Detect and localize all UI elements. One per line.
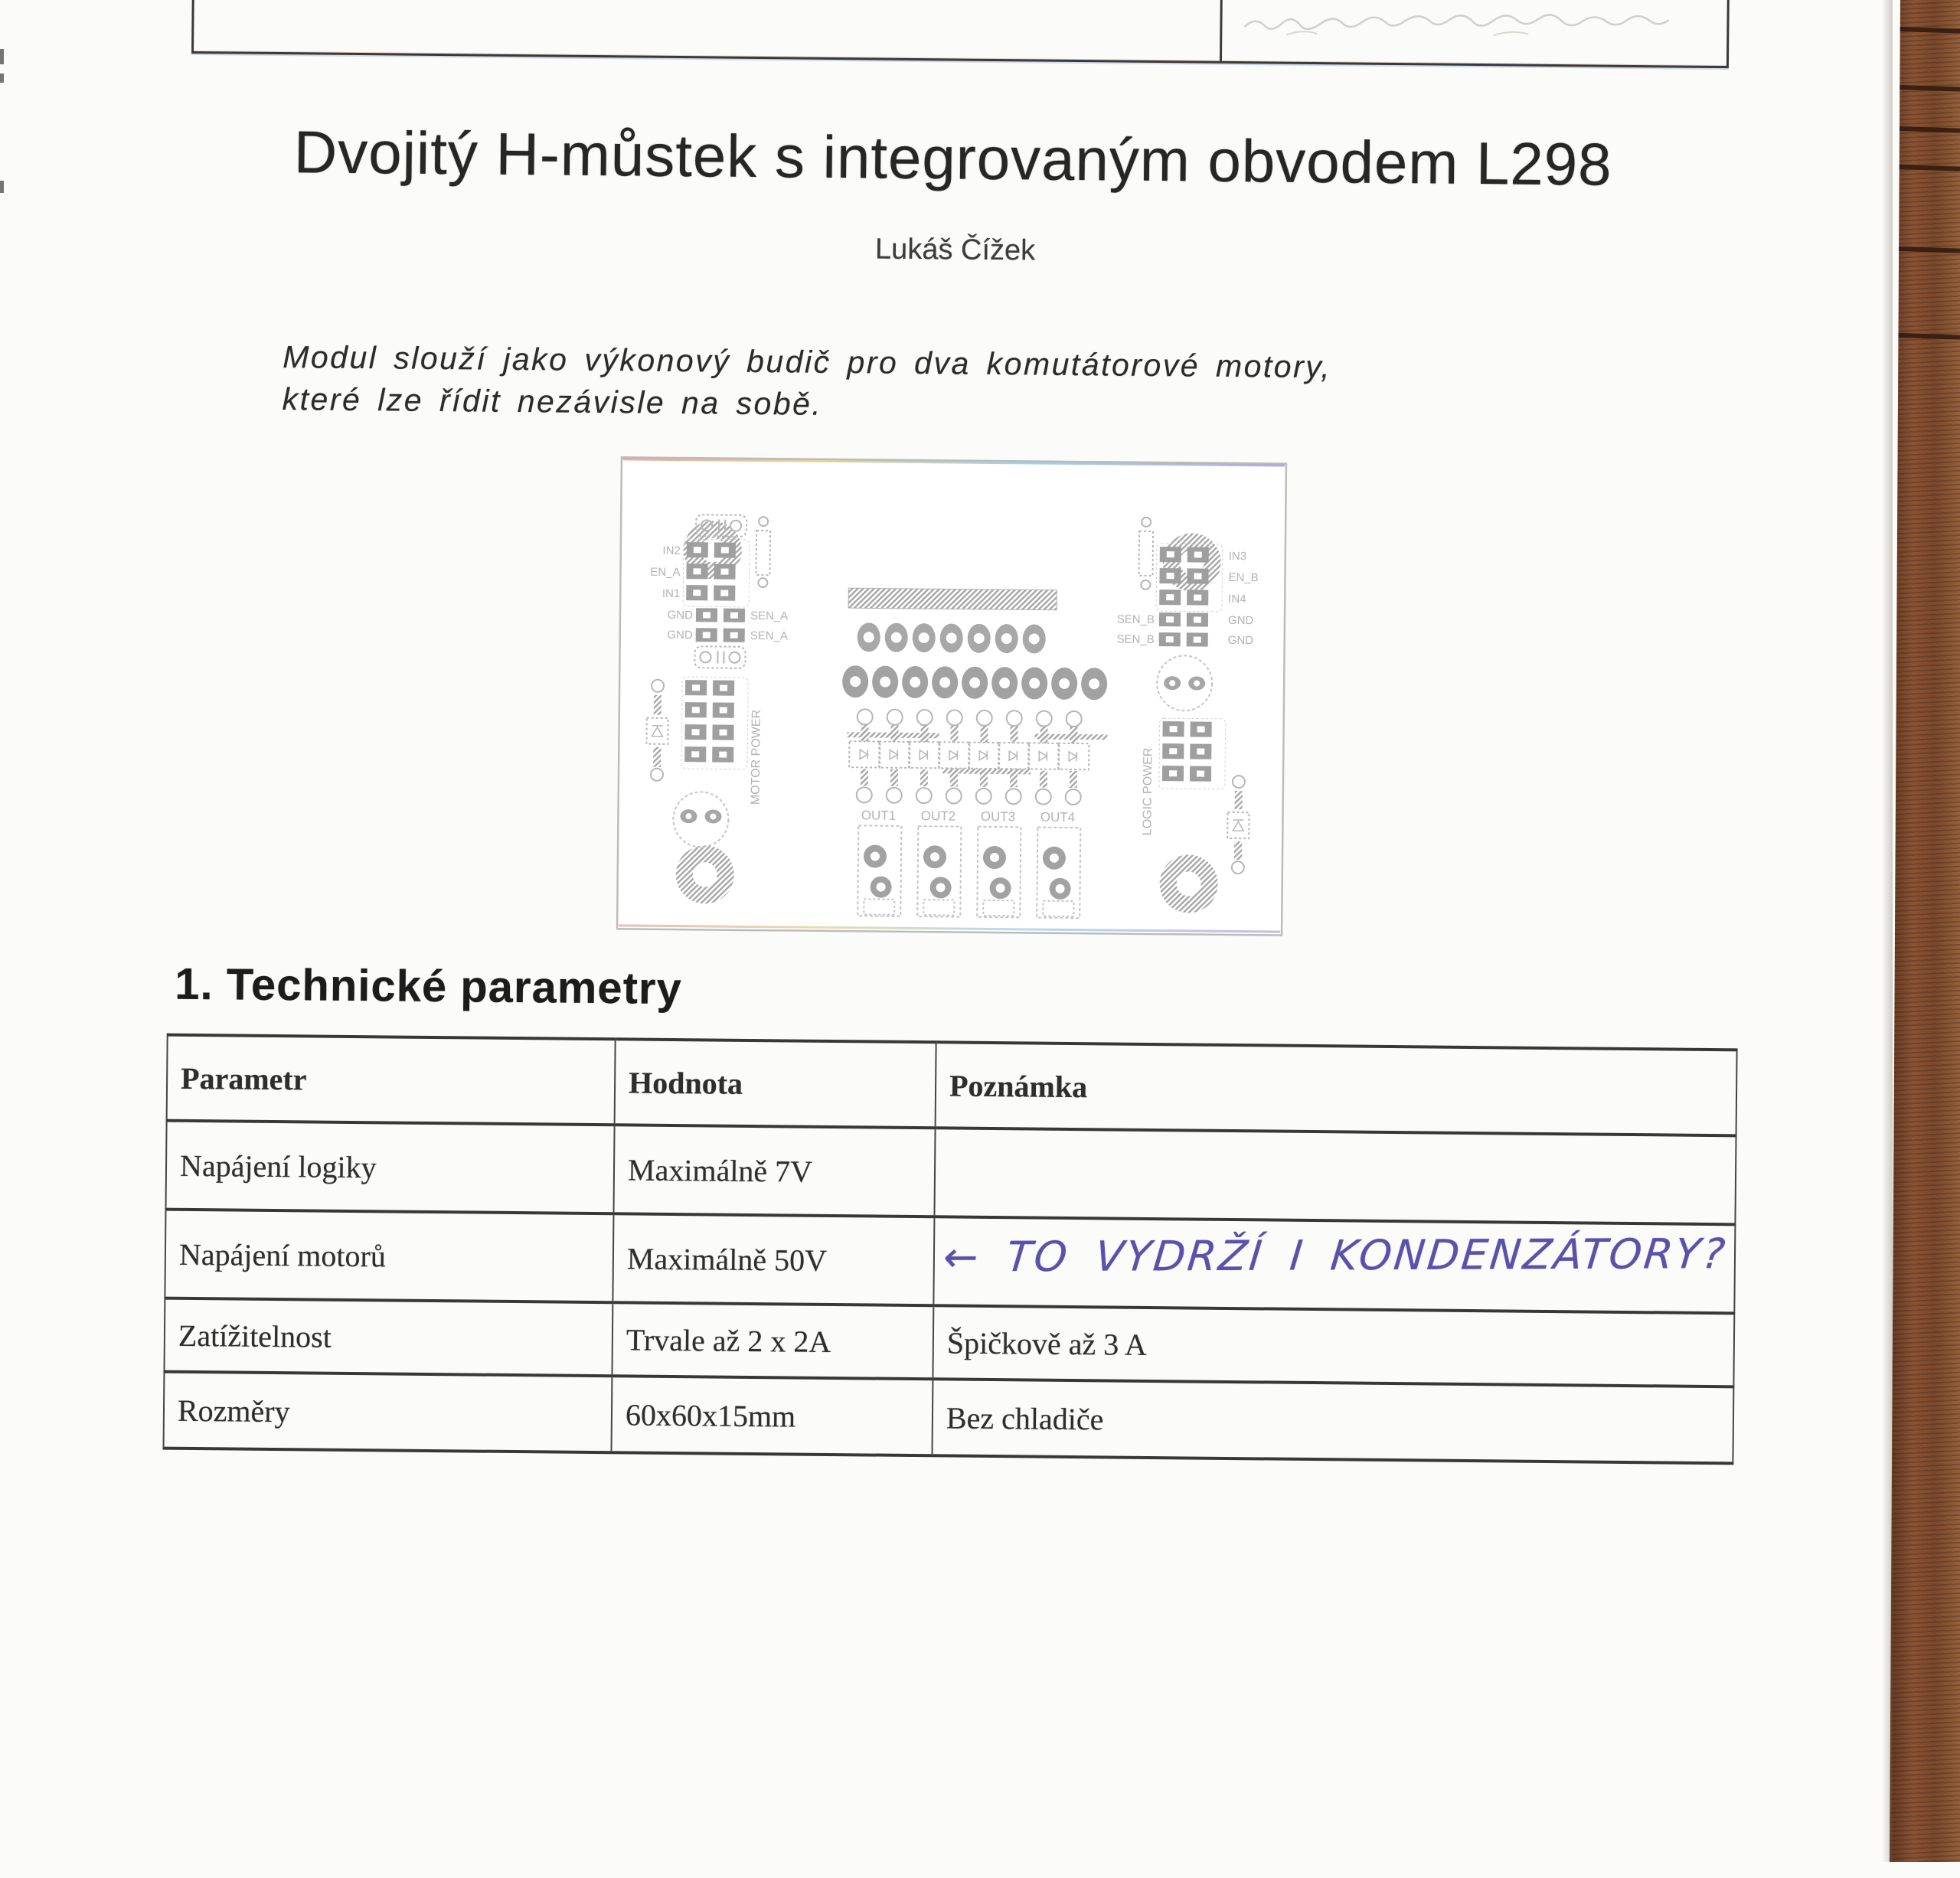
pcb-label-en-b: EN_B xyxy=(1228,571,1258,584)
wood-groove xyxy=(1888,26,1960,33)
pcb-label-gnd2: GND xyxy=(667,629,693,642)
cell-value-2x2a: Trvale až 2 x 2A xyxy=(612,1302,933,1379)
pcb-label-in1: IN1 xyxy=(662,587,681,600)
section-heading: 1. Technické parametry xyxy=(175,959,682,1014)
pcb-label-gnd4: GND xyxy=(1228,634,1254,647)
cell-param-motory: Napájení motorů xyxy=(165,1210,613,1303)
pcb-label-out1: OUT1 xyxy=(861,808,897,822)
cell-note-spickove: Špičkově až 3 A xyxy=(933,1305,1734,1386)
pcb-label-in4: IN4 xyxy=(1228,593,1246,606)
cell-param-logika: Napájení logiky xyxy=(166,1121,615,1214)
top-table-remnant-vline-left xyxy=(191,0,194,54)
wood-groove xyxy=(1888,126,1960,132)
col-header-poznamka: Poznámka xyxy=(936,1042,1737,1135)
pcb-label-sen-a1: SEN_A xyxy=(750,609,788,622)
table-header-row xyxy=(167,1035,1737,1136)
cell-value-50v: Maximálně 50V xyxy=(612,1213,934,1305)
pcb-label-logic-power: LOGIC POWER xyxy=(1141,748,1155,836)
pcb-label-in2: IN2 xyxy=(662,544,681,557)
top-table-remnant-vline-right xyxy=(1726,0,1730,66)
cell-note-empty xyxy=(934,1128,1736,1224)
page-title: Dvojitý H-můstek s integrovaným obvodem L298 xyxy=(293,118,1612,198)
parameters-table xyxy=(162,1034,1737,1465)
intro-line-1: Modul slouží jako výkonový budič pro dva komutátorové motory, xyxy=(283,336,1331,388)
pcb-label-in3: IN3 xyxy=(1229,550,1247,563)
cell-param-rozmery: Rozměry xyxy=(164,1372,612,1453)
top-table-remnant-vline-mid xyxy=(1220,0,1223,61)
table-row xyxy=(164,1372,1734,1464)
wood-table-surface xyxy=(1888,0,1960,1862)
chip-pad-row-2 xyxy=(842,665,1107,700)
pencil-scribble xyxy=(1240,10,1715,45)
author: Lukáš Čížek xyxy=(0,224,1913,276)
pcb-label-motor-power: MOTOR POWER xyxy=(750,710,763,805)
pcb-label-out4: OUT4 xyxy=(1040,810,1076,825)
top-table-remnant-hline xyxy=(191,51,1729,68)
table-row xyxy=(165,1210,1735,1314)
intro-line-2: které lze řídit nezávisle na sobě. xyxy=(282,378,1331,430)
intro-paragraph xyxy=(282,336,1331,430)
col-header-hodnota: Hodnota xyxy=(615,1039,936,1128)
table-row xyxy=(166,1121,1736,1225)
col-header-parametr: Parametr xyxy=(167,1035,616,1125)
pcb-layout-figure xyxy=(616,456,1288,936)
cell-note-chladic: Bez chladiče xyxy=(932,1379,1733,1463)
cell-param-zatizitelnost: Zatížitelnost xyxy=(164,1298,612,1377)
cell-note-handwritten xyxy=(933,1217,1735,1313)
pcb-label-gnd3: GND xyxy=(1228,614,1254,627)
wood-groove xyxy=(1888,84,1960,91)
pcb-label-out3: OUT3 xyxy=(981,809,1016,824)
pcb-label-out2: OUT2 xyxy=(921,808,956,823)
wood-groove xyxy=(1888,332,1960,339)
pcb-label-sen-a2: SEN_A xyxy=(750,629,788,642)
cell-value-7v: Maximálně 7V xyxy=(613,1125,935,1217)
handwritten-note: ← TO VYDRŽÍ I KONDENZÁTORY? xyxy=(941,1230,1730,1281)
pcb-label-sen-b2: SEN_B xyxy=(1116,633,1154,646)
pcb-label-en-a: EN_A xyxy=(650,566,680,579)
cell-value-rozmery: 60x60x15mm xyxy=(611,1376,933,1455)
pcb-label-gnd1: GND xyxy=(668,609,694,622)
pcb-label-sen-b1: SEN_B xyxy=(1117,613,1155,626)
l298-chip-footprint xyxy=(848,588,1057,610)
